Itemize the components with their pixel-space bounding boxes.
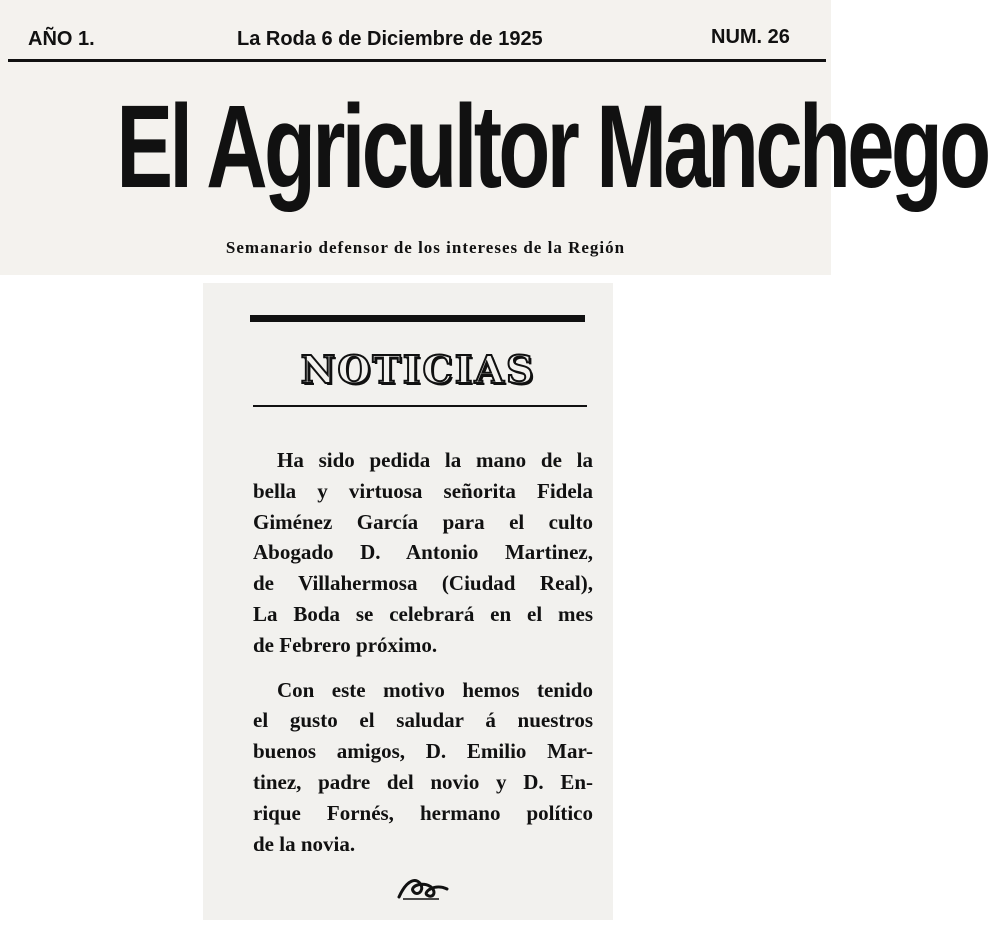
place-and-date: La Roda 6 de Diciembre de 1925 bbox=[237, 28, 543, 50]
heading-bottom-rule bbox=[253, 405, 587, 407]
article-line: bella y virtuosa señorita Fidela bbox=[253, 478, 593, 503]
article-line: de Febrero próximo. bbox=[253, 632, 438, 657]
article-line: Ha sido pedida la mano de la bbox=[277, 448, 593, 472]
article-paragraph-2 bbox=[253, 675, 593, 860]
article-line: Con este motivo hemos tenido bbox=[277, 677, 593, 702]
article-line: el gusto el saludar á nuestros bbox=[253, 708, 593, 733]
masthead-area bbox=[0, 0, 988, 275]
article-line: Giménez García para el culto bbox=[253, 509, 593, 534]
article-line: La Boda se celebrará en el mes bbox=[253, 601, 593, 626]
article-body bbox=[253, 445, 593, 859]
news-clipping bbox=[203, 283, 613, 920]
heading-top-rule bbox=[250, 315, 585, 322]
article-line: buenos amigos, D. Emilio Mar- bbox=[253, 739, 593, 764]
article-paragraph-1 bbox=[253, 445, 593, 661]
article-line: de Villahermosa (Ciudad Real), bbox=[253, 571, 593, 596]
masthead-rule bbox=[8, 59, 826, 62]
article-line: rique Fornés, hermano político bbox=[253, 800, 593, 825]
newspaper-title: El Agricultor Manchego bbox=[116, 81, 988, 213]
masthead-info-line bbox=[0, 20, 831, 56]
issue-number: NUM. 26 bbox=[711, 26, 790, 48]
newspaper-subtitle: Semanario defensor de los intereses de la Región bbox=[225, 238, 626, 257]
flourish-ornament-icon bbox=[393, 873, 453, 903]
article-line: de la novia. bbox=[253, 831, 356, 856]
section-heading: NOTICIAS bbox=[300, 347, 536, 392]
issue-year: AÑO 1. bbox=[28, 28, 95, 50]
article-line: Abogado D. Antonio Martinez, bbox=[253, 540, 593, 565]
article-line: tinez, padre del novio y D. En- bbox=[253, 769, 593, 794]
